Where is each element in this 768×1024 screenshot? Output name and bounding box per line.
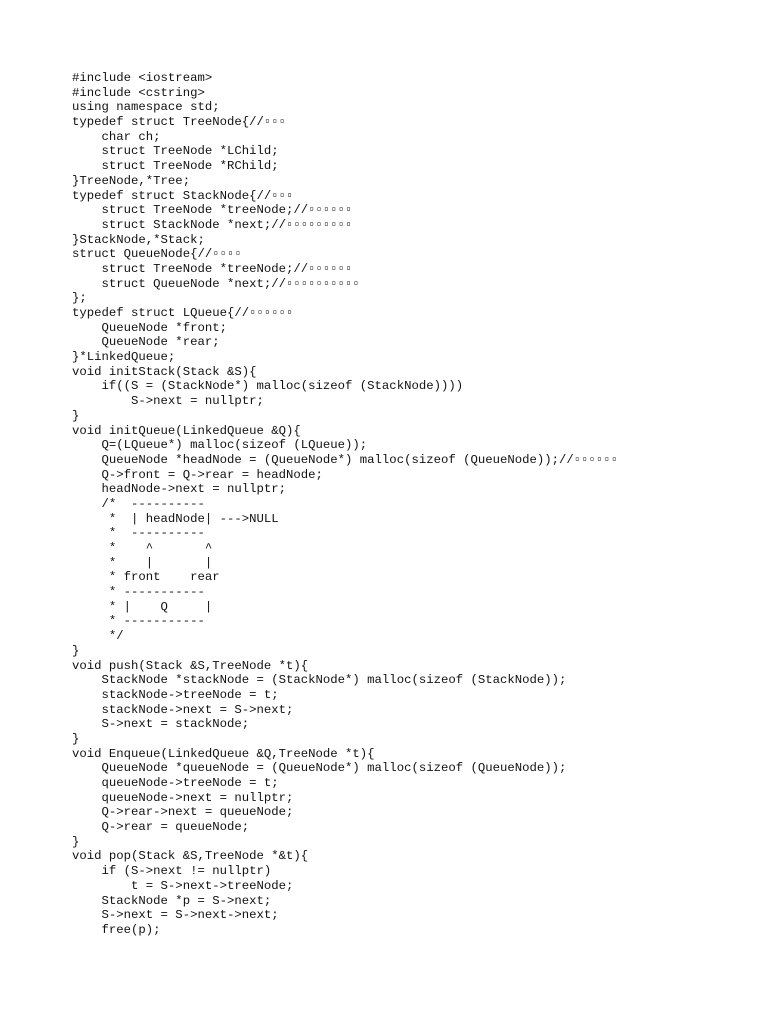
code-line: }StackNode,*Stack; — [72, 232, 205, 247]
code-line: * ^ ^ — [72, 541, 213, 555]
code-line: free(p); — [72, 922, 161, 937]
code-line: * | | — [72, 555, 213, 570]
code-line: QueueNode *front; — [72, 320, 227, 335]
code-line: /* ---------- — [72, 496, 205, 511]
code-line: S->next = stackNode; — [72, 717, 250, 732]
code-line: S->next = nullptr; — [72, 394, 264, 409]
code-line: * ----------- — [72, 614, 205, 629]
code-line: QueueNode *rear; — [72, 335, 220, 350]
code-line: * ----------- — [72, 585, 205, 600]
code-line: void Enqueue(LinkedQueue &Q,TreeNode *t){ — [72, 746, 375, 761]
code-line: struct TreeNode *treeNode;//▫▫▫▫▫▫ — [72, 261, 353, 276]
code-line: * | Q | — [72, 599, 213, 614]
code-line: */ — [72, 629, 124, 644]
code-line: #include <cstring> — [72, 85, 205, 100]
code-line: } — [72, 834, 80, 849]
code-line: t = S->next->treeNode; — [72, 878, 294, 893]
code-line: queueNode->treeNode = t; — [72, 776, 279, 790]
code-line: typedef struct LQueue{//▫▫▫▫▫▫ — [72, 306, 294, 320]
code-line: }*LinkedQueue; — [72, 350, 176, 365]
code-line: * ---------- — [72, 526, 205, 541]
code-line: struct QueueNode{//▫▫▫▫ — [72, 247, 242, 262]
code-line: Q->rear->next = queueNode; — [72, 805, 294, 820]
code-line: * | headNode| --->NULL — [72, 511, 279, 526]
code-listing — [72, 71, 618, 938]
code-line: void push(Stack &S,TreeNode *t){ — [72, 658, 309, 673]
code-line: typedef struct StackNode{//▫▫▫ — [72, 188, 294, 203]
code-line: StackNode *p = S->next; — [72, 893, 272, 908]
code-line: } — [72, 643, 80, 658]
code-line: } — [72, 731, 80, 746]
code-line: S->next = S->next->next; — [72, 908, 279, 923]
code-line: if (S->next != nullptr) — [72, 864, 272, 879]
code-line: Q->rear = queueNode; — [72, 820, 250, 835]
code-line: void initQueue(LinkedQueue &Q){ — [72, 423, 301, 438]
code-line: struct TreeNode *RChild; — [72, 159, 279, 174]
code-line: struct StackNode *next;//▫▫▫▫▫▫▫▫▫ — [72, 217, 353, 232]
code-line: headNode->next = nullptr; — [72, 482, 287, 497]
code-line: #include <iostream> — [72, 71, 213, 85]
code-line: stackNode->next = S->next; — [72, 702, 294, 717]
code-line: void initStack(Stack &S){ — [72, 364, 257, 379]
code-line: } — [72, 408, 80, 423]
code-line: void pop(Stack &S,TreeNode *&t){ — [72, 849, 309, 864]
code-line: queueNode->next = nullptr; — [72, 790, 294, 805]
code-line: Q->front = Q->rear = headNode; — [72, 467, 323, 482]
code-line: QueueNode *queueNode = (QueueNode*) malloc(sizeof (QueueNode)); — [72, 761, 567, 776]
code-line: QueueNode *headNode = (QueueNode*) malloc(sizeof (QueueNode));//▫▫▫▫▫▫ — [72, 452, 619, 467]
code-line: struct TreeNode *LChild; — [72, 144, 279, 159]
code-line: if((S = (StackNode*) malloc(sizeof (StackNode)))) — [72, 379, 464, 394]
code-line: Q=(LQueue*) malloc(sizeof (LQueue)); — [72, 438, 368, 453]
code-line: struct QueueNode *next;//▫▫▫▫▫▫▫▫▫▫ — [72, 276, 360, 291]
code-line: using namespace std; — [72, 100, 220, 115]
code-line: stackNode->treeNode = t; — [72, 687, 279, 702]
code-line: typedef struct TreeNode{//▫▫▫ — [72, 115, 287, 130]
code-line: struct TreeNode *treeNode;//▫▫▫▫▫▫ — [72, 203, 353, 218]
code-line: }TreeNode,*Tree; — [72, 173, 191, 188]
code-line: StackNode *stackNode = (StackNode*) malloc(sizeof (StackNode)); — [72, 673, 567, 688]
code-line: char ch; — [72, 129, 161, 144]
code-line: }; — [72, 291, 87, 306]
code-line: * front rear — [72, 570, 220, 585]
